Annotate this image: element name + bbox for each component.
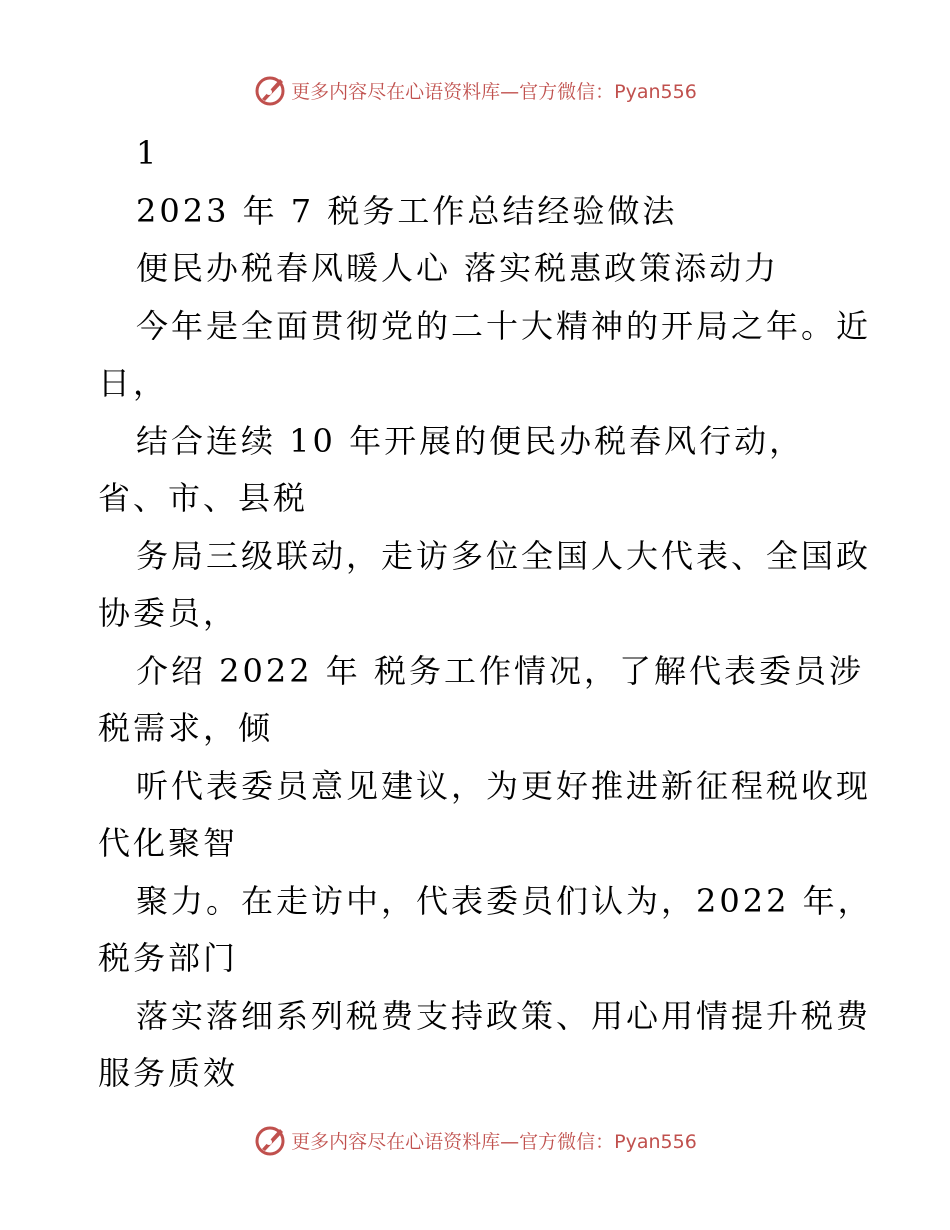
footer-watermark xyxy=(0,1120,950,1160)
body-line: 协委员， xyxy=(98,594,239,632)
body-line: 听代表委员意见建议，为更好推进新征程税收现 xyxy=(136,766,872,805)
body-line: 服务质效 xyxy=(98,1054,239,1092)
body-line: 1 xyxy=(136,134,160,172)
watermark-wechat: —官方微信：Pyan556 xyxy=(500,1130,697,1153)
body-line: 税需求，倾 xyxy=(98,709,274,747)
body-line: 税务部门 xyxy=(98,939,239,977)
body-line: 今年是全面贯彻党的二十大精神的开局之年。近 xyxy=(136,306,872,345)
quill-logo-icon xyxy=(253,72,289,108)
quill-logo-icon xyxy=(253,1122,289,1158)
header-watermark xyxy=(0,70,950,110)
body-line: 介绍 2022 年 税务工作情况，了解代表委员涉 xyxy=(136,651,864,690)
body-line: 聚力。在走访中，代表委员们认为，2022 年， xyxy=(136,881,873,920)
body-line: 省、市、县税 xyxy=(98,479,309,517)
body-line: 便民办税春风暖人心 落实税惠政策添动力 xyxy=(136,249,780,287)
body-line: 2023 年 7 税务工作总结经验做法 xyxy=(136,191,678,230)
body-line: 落实落细系列税费支持政策、用心用情提升税费 xyxy=(136,996,872,1035)
body-line: 代化聚智 xyxy=(98,824,239,862)
body-line: 结合连续 10 年开展的便民办税春风行动， xyxy=(136,421,805,460)
watermark-wechat: —官方微信：Pyan556 xyxy=(500,80,697,103)
document-body xyxy=(98,125,873,1103)
watermark-text: 更多内容尽在心语资料库 xyxy=(291,80,501,103)
watermark-text: 更多内容尽在心语资料库 xyxy=(291,1130,501,1153)
body-line: 务局三级联动，走访多位全国人大代表、全国政 xyxy=(136,536,872,575)
body-line: 日， xyxy=(98,364,169,402)
